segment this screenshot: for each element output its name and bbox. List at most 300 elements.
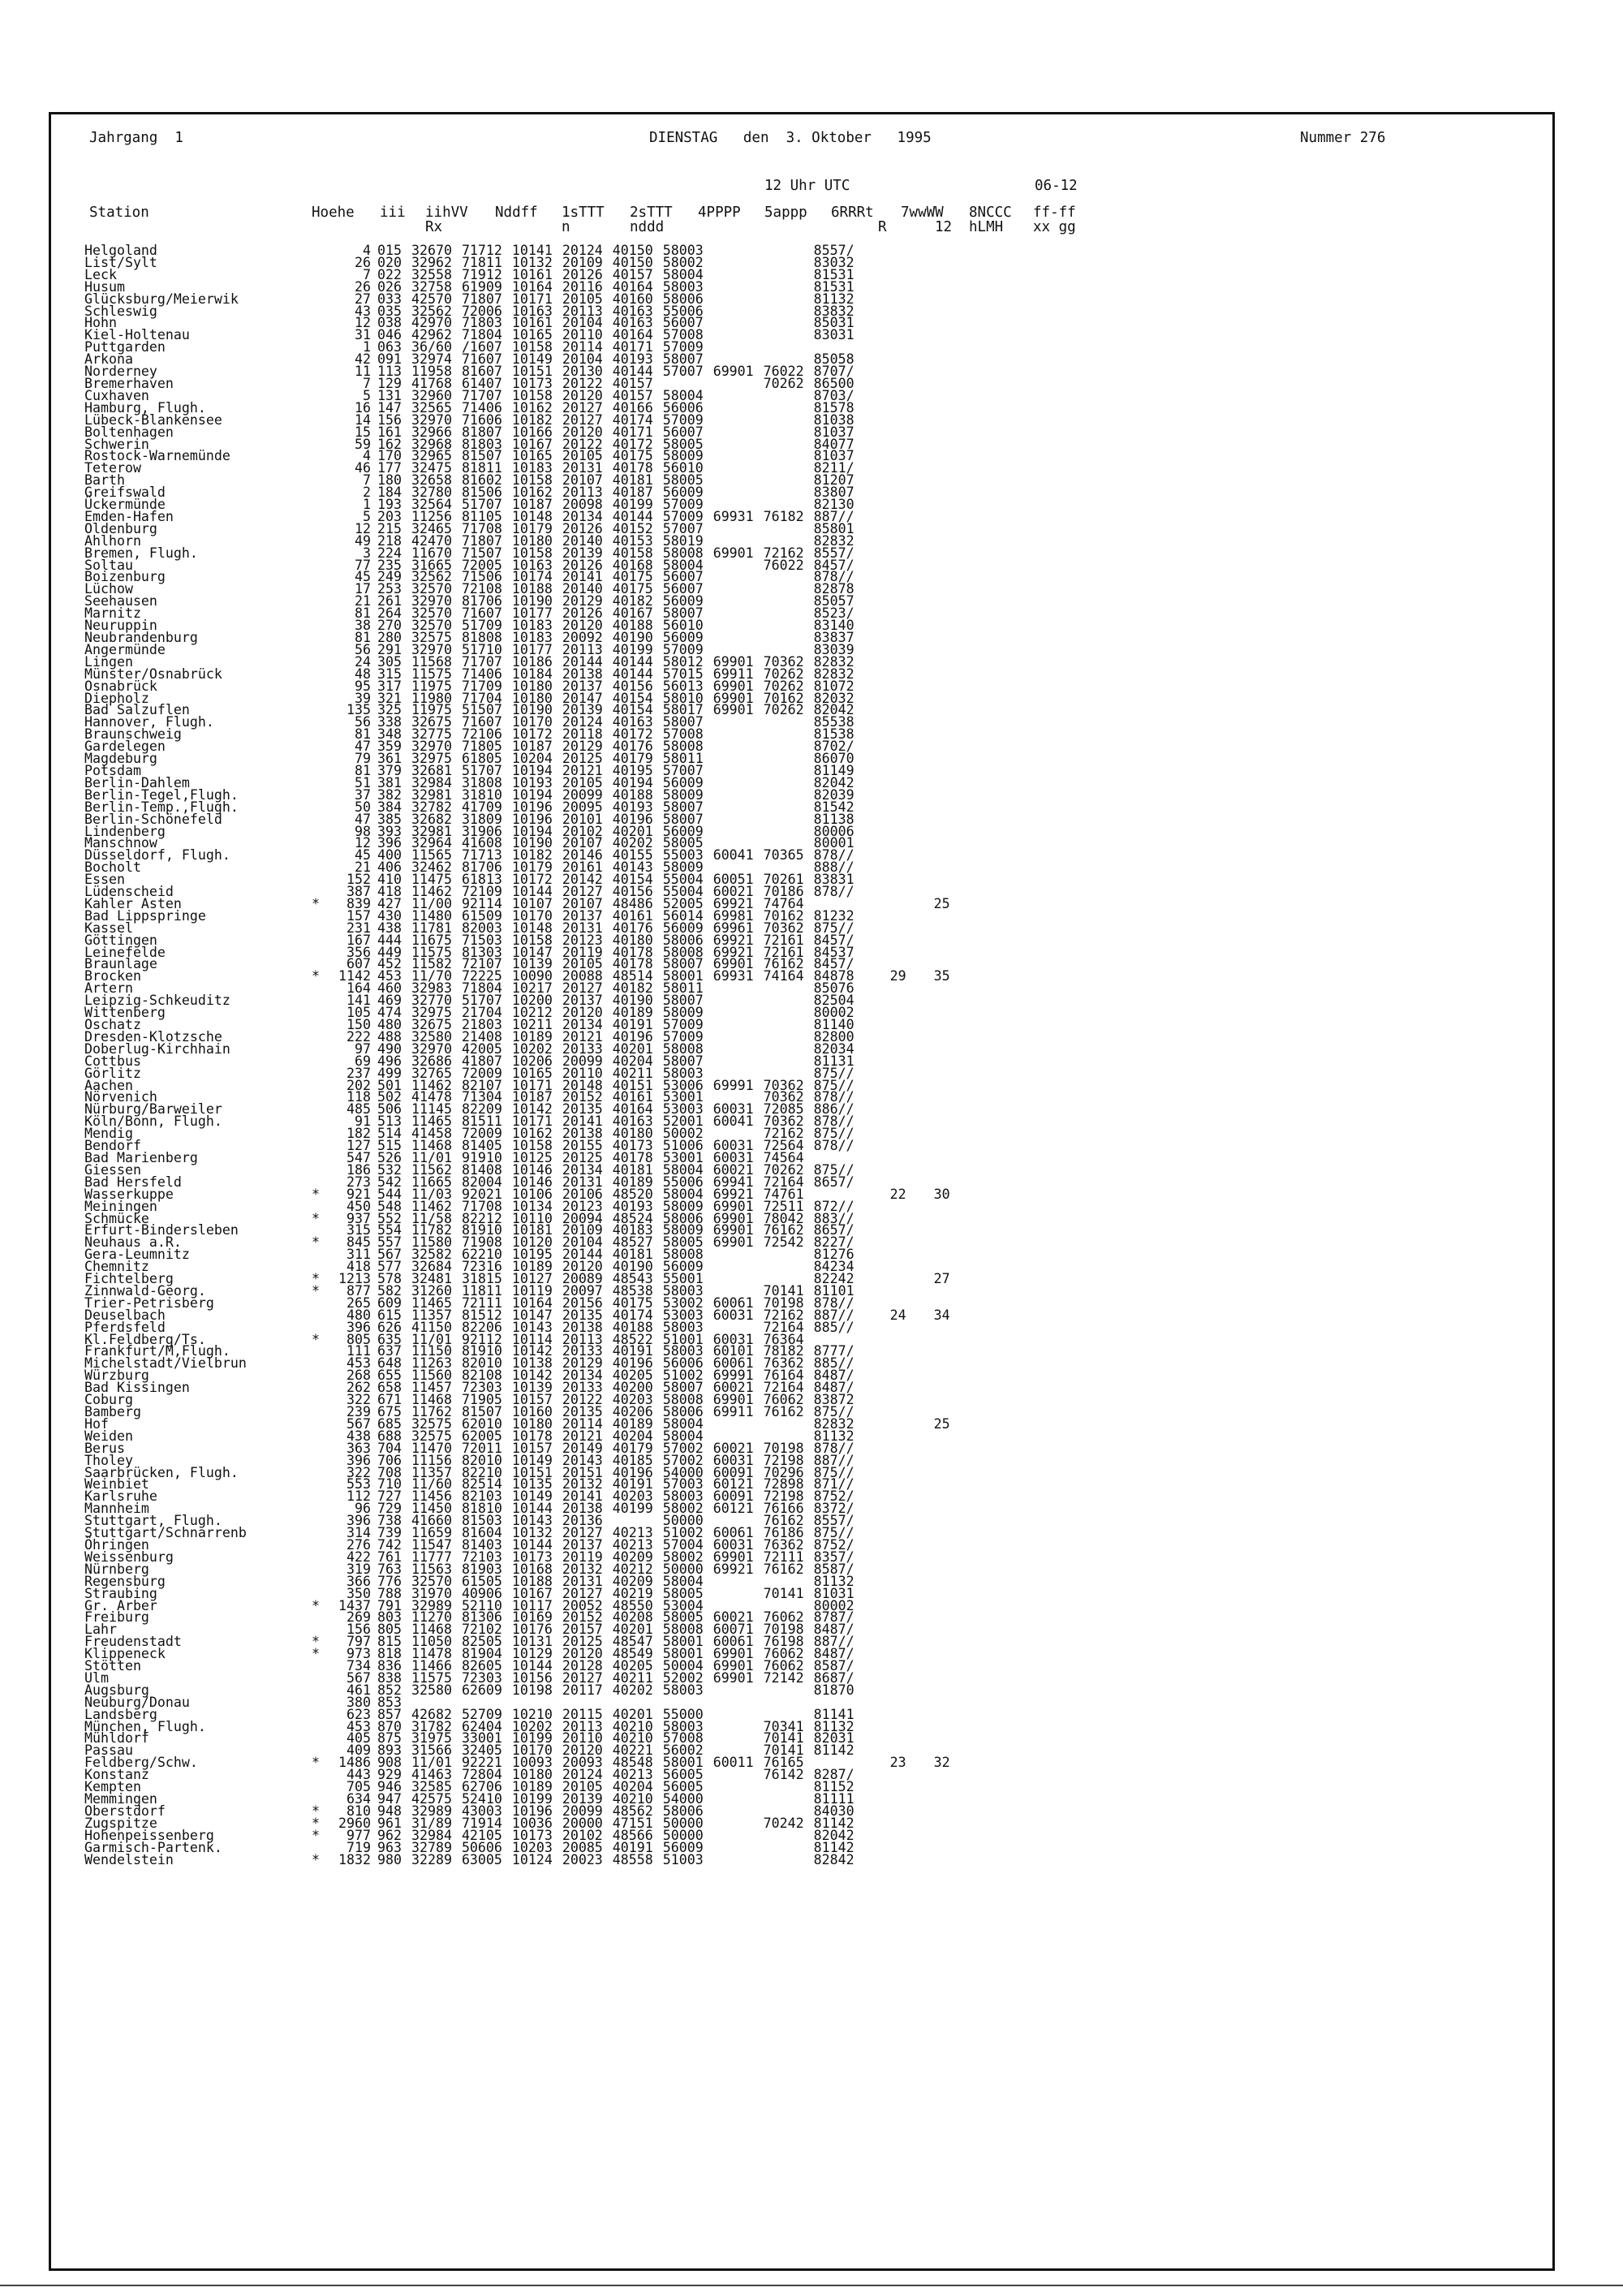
temp-2sttt: 20122 <box>562 436 603 452</box>
gust-gg <box>906 1661 950 1673</box>
iihvv: 32686 <box>411 1053 452 1069</box>
gust-gg <box>906 1007 950 1019</box>
elevation: 12 <box>355 520 371 536</box>
station-name: Marnitz <box>84 605 141 622</box>
tendency-5appp: 58006 <box>662 291 704 307</box>
mountain-marker <box>312 1068 326 1080</box>
temp-2sttt: 20104 <box>562 1234 603 1251</box>
nddff: 72009 <box>461 1065 502 1081</box>
weather-7wwww: 72162 <box>763 1126 804 1142</box>
tendency-5appp: 58008 <box>662 1392 704 1408</box>
weather-7wwww <box>764 1007 814 1019</box>
precip-6rrrt <box>713 1842 764 1854</box>
cloud-8nccc: 82878 <box>813 581 855 597</box>
temp-2sttt: 20102 <box>562 1827 603 1843</box>
iihvv: 11547 <box>411 1536 452 1553</box>
elevation: 135 <box>347 702 371 718</box>
station-id: 224 <box>377 545 402 561</box>
temp-2sttt: 20125 <box>562 1149 603 1165</box>
gust-xx <box>864 1165 906 1177</box>
nddff: 61805 <box>461 751 502 767</box>
gust-gg <box>906 802 950 814</box>
station-id: 452 <box>377 956 402 972</box>
station-name: Dresden-Klotzsche <box>84 1028 222 1045</box>
tendency-5appp: 56010 <box>662 460 704 476</box>
weather-7wwww: 70362 <box>763 1077 804 1093</box>
weather-7wwww <box>764 814 814 826</box>
cloud-8nccc: 83031 <box>813 327 855 343</box>
elevation: 7 <box>363 472 371 489</box>
cloud-8nccc: 83832 <box>813 303 855 319</box>
pressure-4pppp: 40182 <box>612 593 653 610</box>
station-id: 648 <box>377 1355 402 1372</box>
iihvv: 11462 <box>411 884 452 900</box>
nddff: 71905 <box>461 1392 502 1408</box>
iihvv: 32975 <box>411 751 452 767</box>
iihvv: 11563 <box>411 1561 452 1577</box>
pressure-4pppp: 40163 <box>612 303 653 319</box>
mountain-marker <box>312 765 326 778</box>
temp-1sttt: 10162 <box>511 485 553 501</box>
weather-7wwww: 72142 <box>763 1669 804 1686</box>
temp-1sttt: 10171 <box>511 291 553 307</box>
iihvv: 32974 <box>411 351 452 368</box>
cloud-8nccc: 8702/ <box>813 739 855 755</box>
station-id: 870 <box>377 1718 402 1734</box>
temp-2sttt: 20106 <box>562 1186 603 1202</box>
mountain-marker <box>312 620 326 632</box>
weather-7wwww <box>764 317 814 330</box>
temp-1sttt: 10176 <box>511 1622 553 1638</box>
mountain-marker <box>312 499 326 511</box>
temp-2sttt: 20144 <box>562 653 603 670</box>
pressure-4pppp: 40193 <box>612 1198 653 1214</box>
station-id: 156 <box>377 411 402 428</box>
temp-2sttt: 20137 <box>562 678 603 694</box>
elevation: 81 <box>355 605 371 622</box>
temp-1sttt: 10190 <box>511 702 553 718</box>
nddff: 71807 <box>461 291 502 307</box>
mountain-marker <box>312 427 326 439</box>
iihvv: 32966 <box>411 424 452 440</box>
precip-6rrrt: 69921 <box>712 944 754 960</box>
mountain-marker <box>312 523 326 536</box>
station-name: Husum <box>84 278 125 295</box>
temp-1sttt: 10135 <box>511 1476 553 1493</box>
weather-7wwww <box>764 632 814 644</box>
temp-2sttt: 20129 <box>562 1355 603 1372</box>
mountain-marker <box>312 1358 326 1370</box>
station-id: 532 <box>377 1161 402 1178</box>
tendency-5appp: 58008 <box>662 545 704 561</box>
pressure-4pppp: 40211 <box>612 1669 653 1686</box>
station-name: Soltau <box>84 557 133 573</box>
gust-gg <box>906 1370 950 1382</box>
temp-1sttt: 10196 <box>511 799 553 815</box>
gust-xx <box>864 1479 906 1491</box>
elevation: 1437 <box>338 1597 371 1613</box>
pressure-4pppp: 40167 <box>612 605 653 622</box>
cloud-8nccc: 85538 <box>813 714 855 730</box>
tendency-5appp: 56009 <box>662 774 704 790</box>
nddff: 81602 <box>461 472 502 489</box>
elevation: 5 <box>363 387 371 403</box>
temp-1sttt: 10124 <box>511 1851 553 1867</box>
nddff: 71804 <box>461 980 502 997</box>
col-iihvv-sub: Rx <box>425 219 443 235</box>
iihvv: 11156 <box>411 1452 452 1468</box>
iihvv: 11/03 <box>411 1186 452 1202</box>
tendency-5appp: 58017 <box>662 702 704 718</box>
gust-gg <box>906 560 950 572</box>
station-name: Karlsruhe <box>84 1488 157 1505</box>
pressure-4pppp: 48548 <box>612 1755 653 1771</box>
gust-gg <box>906 1612 950 1624</box>
temp-1sttt: 10107 <box>511 895 553 911</box>
precip-6rrrt <box>713 257 764 269</box>
precip-6rrrt: 69911 <box>712 1404 754 1419</box>
weather-7wwww <box>764 802 814 814</box>
gust-gg <box>906 1394 950 1406</box>
mountain-marker <box>312 1419 326 1431</box>
temp-1sttt: 10194 <box>511 786 553 803</box>
tendency-5appp: 53001 <box>662 1089 704 1105</box>
temp-2sttt: 20085 <box>562 1839 603 1855</box>
cloud-8nccc: 81149 <box>813 762 855 778</box>
iihvv: 32681 <box>411 762 452 778</box>
nddff: 71507 <box>461 545 502 561</box>
station-name: Puttgarden <box>84 339 166 355</box>
station-id: 184 <box>377 485 402 501</box>
nddff: 81105 <box>461 508 502 524</box>
nddff: 21408 <box>461 1028 502 1045</box>
temp-2sttt: 20097 <box>562 1282 603 1299</box>
tendency-5appp: 58009 <box>662 1222 704 1238</box>
col-5appp: 5appp <box>764 205 807 221</box>
tendency-5appp: 56009 <box>662 630 704 645</box>
tendency-5appp: 51002 <box>662 1368 704 1384</box>
iihvv: 11480 <box>411 907 452 924</box>
gust-gg <box>906 1334 950 1346</box>
pressure-4pppp: 40157 <box>612 375 653 391</box>
pressure-4pppp: 40208 <box>612 1609 653 1626</box>
mountain-marker <box>312 826 326 838</box>
elevation: 1213 <box>338 1271 371 1287</box>
tendency-5appp: 53001 <box>662 1149 704 1165</box>
station-id: 315 <box>377 666 402 682</box>
station-id: 962 <box>377 1827 402 1843</box>
station-id: 946 <box>377 1779 402 1795</box>
pressure-4pppp: 40221 <box>612 1742 653 1759</box>
precip-6rrrt <box>713 1781 764 1794</box>
iihvv: 32465 <box>411 520 452 536</box>
cloud-8nccc: 8357/ <box>813 1549 855 1565</box>
pressure-4pppp: 40219 <box>612 1585 653 1601</box>
elevation: 50 <box>355 799 371 815</box>
nddff: 31906 <box>461 823 502 839</box>
precip-6rrrt <box>713 1709 764 1721</box>
gust-gg <box>906 935 950 947</box>
elevation: 797 <box>347 1634 371 1650</box>
col-8nccc-sub: hLMH <box>969 219 1004 235</box>
tendency-5appp: 58003 <box>662 1488 704 1505</box>
tendency-5appp: 55000 <box>662 1706 704 1722</box>
tendency-5appp: 57007 <box>662 364 704 380</box>
weather-7wwww: 70262 <box>763 375 804 391</box>
tendency-5appp: 58005 <box>662 835 704 851</box>
station-id: 514 <box>377 1126 402 1142</box>
temp-1sttt: 10187 <box>511 739 553 755</box>
mountain-marker: * <box>312 1646 320 1662</box>
gust-gg <box>906 741 950 753</box>
iihvv: 31975 <box>411 1730 452 1747</box>
tendency-5appp: 58003 <box>662 1282 704 1299</box>
gust-xx <box>864 717 906 729</box>
weather-7wwww: 76162 <box>763 1404 804 1419</box>
gust-xx: 23 <box>889 1755 906 1771</box>
temp-2sttt: 20133 <box>562 1343 603 1359</box>
tendency-5appp: 58009 <box>662 1005 704 1021</box>
temp-1sttt: 10158 <box>511 932 553 948</box>
temp-1sttt: 10144 <box>511 884 553 900</box>
elevation: 16 <box>355 399 371 416</box>
pressure-4pppp: 48543 <box>612 1271 653 1287</box>
cloud-8nccc: 81142 <box>813 1742 855 1759</box>
cloud-8nccc: 81140 <box>813 1017 855 1032</box>
elevation: 1142 <box>338 968 371 984</box>
gust-xx <box>864 862 906 874</box>
station-name: Freiburg <box>84 1609 149 1626</box>
iihvv: 32968 <box>411 436 452 452</box>
gust-xx <box>864 427 906 439</box>
pressure-4pppp: 40164 <box>612 278 653 295</box>
iihvv: 32782 <box>411 799 452 815</box>
precip-6rrrt <box>713 778 764 790</box>
temp-2sttt: 20146 <box>562 847 603 864</box>
gust-xx <box>864 584 906 596</box>
mountain-marker: * <box>312 1271 320 1287</box>
cloud-8nccc: 85058 <box>813 351 855 368</box>
station-name: Leinefelde <box>84 944 166 960</box>
mountain-marker <box>312 294 326 306</box>
tendency-5appp: 55001 <box>662 1271 704 1287</box>
tendency-5appp: 53004 <box>662 1597 704 1613</box>
precip-6rrrt <box>713 741 764 753</box>
gust-xx <box>864 1080 906 1092</box>
station-name: Lübeck-Blankensee <box>84 411 222 428</box>
iihvv: 11665 <box>411 1174 452 1190</box>
precip-6rrrt <box>713 245 764 257</box>
station-id: 655 <box>377 1368 402 1384</box>
gust-gg <box>906 1576 950 1588</box>
nddff: 51709 <box>461 618 502 634</box>
weather-7wwww: 72161 <box>763 944 804 960</box>
elevation: 418 <box>347 1259 371 1275</box>
weather-7wwww: 76022 <box>763 364 804 380</box>
pressure-4pppp: 48520 <box>612 1186 653 1202</box>
elevation: 91 <box>355 1114 371 1130</box>
cloud-8nccc: 83807 <box>813 485 855 501</box>
cloud-8nccc: 8487/ <box>813 1380 855 1396</box>
iihvv: 32960 <box>411 387 452 403</box>
precip-6rrrt: 69931 <box>712 968 754 984</box>
pressure-4pppp: 40156 <box>612 884 653 900</box>
mountain-marker <box>312 282 326 294</box>
col-6rrrt: 6RRRt <box>831 205 874 221</box>
station-id: 091 <box>377 351 402 368</box>
gust-xx <box>864 1249 906 1261</box>
cloud-8nccc: 82042 <box>813 1827 855 1843</box>
precip-6rrrt: 69901 <box>712 1234 754 1251</box>
station-name: Tholey <box>84 1452 133 1468</box>
weather-7wwww: 70141 <box>763 1282 804 1299</box>
temp-2sttt: 20120 <box>562 424 603 440</box>
weather-7wwww <box>764 1019 814 1032</box>
precip-6rrrt: 60031 <box>712 1101 754 1118</box>
pressure-4pppp: 48558 <box>612 1851 653 1867</box>
nddff: 71704 <box>461 690 502 706</box>
gust-gg <box>906 814 950 826</box>
tendency-5appp: 57015 <box>662 666 704 682</box>
iihvv: 32575 <box>411 1428 452 1444</box>
mountain-marker: * <box>312 1331 320 1347</box>
pressure-4pppp: 40204 <box>612 1053 653 1069</box>
pressure-4pppp: 40153 <box>612 532 653 549</box>
nddff: 92114 <box>461 895 502 911</box>
mountain-marker <box>312 1661 326 1673</box>
station-id: 578 <box>377 1271 402 1287</box>
gust-gg <box>906 415 950 427</box>
temp-2sttt: 20120 <box>562 1005 603 1021</box>
elevation: 24 <box>355 653 371 670</box>
station-id: 609 <box>377 1294 402 1311</box>
pressure-4pppp: 40156 <box>612 678 653 694</box>
iihvv: 11/70 <box>411 968 452 984</box>
elevation: 845 <box>347 1234 371 1251</box>
precip-6rrrt: 60101 <box>712 1343 754 1359</box>
pressure-4pppp: 40171 <box>612 339 653 355</box>
tendency-5appp: 58007 <box>662 799 704 815</box>
tendency-5appp: 56007 <box>662 581 704 597</box>
temp-2sttt: 20095 <box>562 799 603 815</box>
nddff: 71914 <box>461 1815 502 1831</box>
nddff: 82514 <box>461 1476 502 1493</box>
temp-1sttt: 10144 <box>511 1536 553 1553</box>
pressure-4pppp: 40199 <box>612 1501 653 1517</box>
temp-1sttt: 10093 <box>511 1755 553 1771</box>
nddff: 82010 <box>461 1452 502 1468</box>
temp-2sttt: 20140 <box>562 532 603 549</box>
nddff: 81607 <box>461 364 502 380</box>
station-name: Schwerin <box>84 436 149 452</box>
elevation: 634 <box>347 1791 371 1807</box>
nddff: 71807 <box>461 532 502 549</box>
station-name: Leck <box>84 266 117 282</box>
cloud-8nccc: 81038 <box>813 411 855 428</box>
temp-2sttt: 20137 <box>562 993 603 1009</box>
temp-2sttt: 20126 <box>562 266 603 282</box>
elevation: 719 <box>347 1839 371 1855</box>
mountain-marker <box>312 596 326 608</box>
weather-7wwww: 74164 <box>763 968 804 984</box>
nddff: 81303 <box>461 944 502 960</box>
gust-gg <box>906 850 950 862</box>
gust-xx <box>864 1685 906 1697</box>
gust-xx <box>864 390 906 403</box>
elevation: 839 <box>347 895 371 911</box>
tendency-5appp: 58001 <box>662 968 704 984</box>
gust-gg <box>906 596 950 608</box>
temp-1sttt: 10125 <box>511 1149 553 1165</box>
temp-2sttt: 20152 <box>562 1609 603 1626</box>
cloud-8nccc: 81131 <box>813 1053 855 1069</box>
station-name: Zinnwald-Georg. <box>84 1282 206 1299</box>
elevation: 59 <box>355 436 371 452</box>
gust-xx <box>864 1818 906 1830</box>
nddff: 91910 <box>461 1149 502 1165</box>
tendency-5appp: 58007 <box>662 993 704 1009</box>
temp-2sttt: 20089 <box>562 1271 603 1287</box>
station-name: Barth <box>84 472 125 489</box>
station-name: Boltenhagen <box>84 424 174 440</box>
station-name: Oberstdorf <box>84 1803 166 1819</box>
table-row <box>84 1854 950 1867</box>
weather-7wwww: 76142 <box>763 1767 804 1783</box>
cloud-8nccc: 888// <box>813 859 855 876</box>
temp-2sttt: 20107 <box>562 895 603 911</box>
weather-7wwww <box>764 415 814 427</box>
weather-7wwww <box>764 1249 814 1261</box>
gust-gg <box>906 1092 950 1104</box>
nddff: 71606 <box>461 411 502 428</box>
nddff: 50606 <box>461 1839 502 1855</box>
weather-7wwww <box>764 1056 814 1068</box>
temp-1sttt: 10143 <box>511 1513 553 1529</box>
weather-7wwww <box>764 753 814 765</box>
pressure-4pppp: 48549 <box>612 1646 653 1662</box>
weather-7wwww: 72164 <box>763 1174 804 1190</box>
temp-1sttt: 10180 <box>511 1767 553 1783</box>
weather-7wwww <box>764 342 814 354</box>
gust-gg <box>906 1552 950 1564</box>
elevation: 45 <box>355 569 371 585</box>
nddff: 81706 <box>461 859 502 876</box>
temp-2sttt: 20140 <box>562 581 603 597</box>
gust-gg <box>906 778 950 790</box>
tendency-5appp: 58007 <box>662 956 704 972</box>
mountain-marker <box>312 1152 326 1165</box>
temp-2sttt: 20102 <box>562 823 603 839</box>
elevation: 47 <box>355 739 371 755</box>
pressure-4pppp: 40175 <box>612 569 653 585</box>
precip-6rrrt <box>713 632 764 644</box>
weather-7wwww: 70141 <box>763 1742 804 1759</box>
station-name: Helgoland <box>84 243 157 258</box>
temp-1sttt: 10162 <box>511 1126 553 1142</box>
iihvv: 11980 <box>411 690 452 706</box>
gust-gg <box>906 294 950 306</box>
cloud-8nccc: 878// <box>813 847 855 864</box>
mountain-marker <box>312 874 326 886</box>
nddff: 31809 <box>461 811 502 827</box>
station-id: 515 <box>377 1138 402 1154</box>
tendency-5appp: 51001 <box>662 1331 704 1347</box>
precip-6rrrt <box>713 802 764 814</box>
temp-1sttt: 10134 <box>511 1198 553 1214</box>
elevation: 37 <box>355 786 371 803</box>
station-name: Gardelegen <box>84 739 166 755</box>
nddff: 81810 <box>461 1501 502 1517</box>
